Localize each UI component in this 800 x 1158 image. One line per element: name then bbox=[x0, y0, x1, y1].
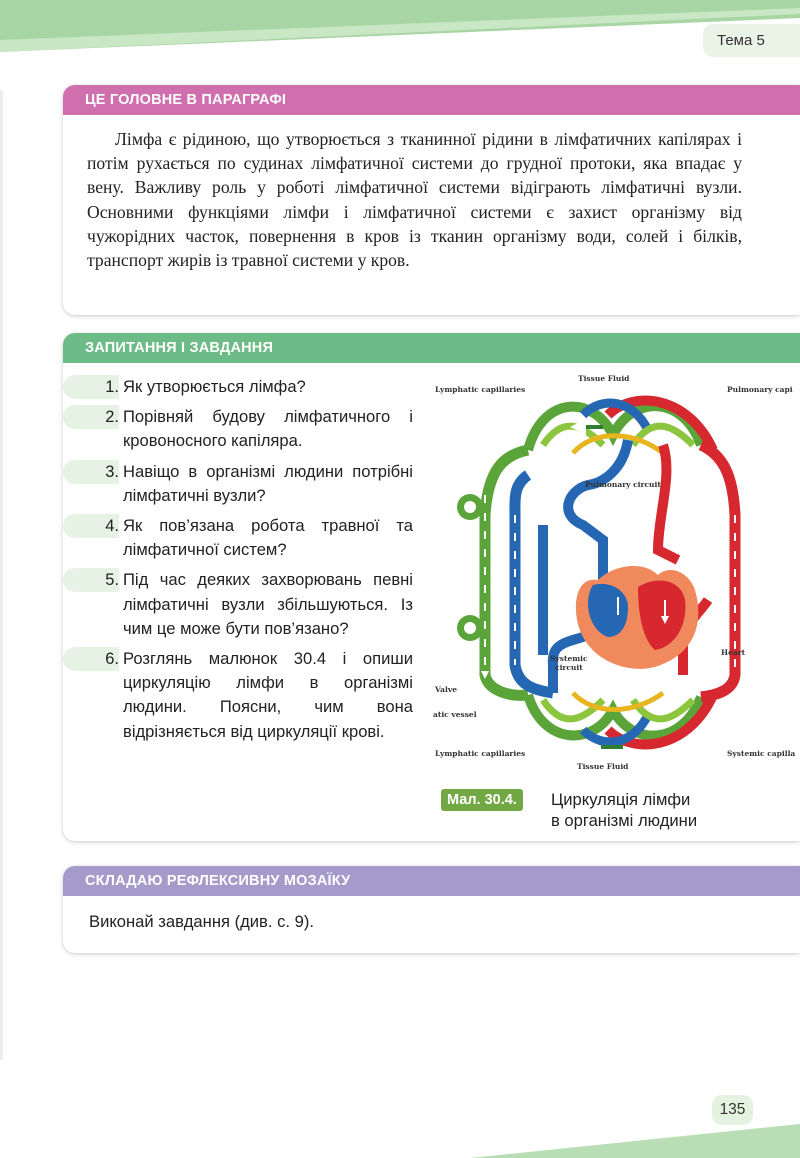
question-text: Розглянь малюнок 30.4 і опиши циркуляцію лімфи в організмі людини. Поясни, чим вона відрізняється від циркуляції крові. bbox=[123, 649, 413, 741]
questions-section bbox=[63, 333, 800, 841]
summary-section bbox=[63, 85, 800, 315]
page-number: 135 bbox=[712, 1095, 753, 1125]
label-valve: Valve bbox=[435, 685, 457, 694]
question-item bbox=[63, 405, 413, 453]
summary-title: ЦЕ ГОЛОВНЕ В ПАРАГРАФІ bbox=[63, 85, 800, 115]
label-tissue-fluid-bottom: Tissue Fluid bbox=[577, 762, 629, 771]
question-item bbox=[63, 568, 413, 641]
label-lymphatic-vessel: atic vessel bbox=[433, 710, 477, 719]
question-text: Порівняй будову лімфатичного і кровоносного капіляра. bbox=[123, 407, 413, 451]
question-number: 3. bbox=[63, 460, 119, 484]
question-number: 4. bbox=[63, 514, 119, 538]
question-number: 2. bbox=[63, 405, 119, 429]
artery-path bbox=[701, 445, 735, 697]
question-number: 6. bbox=[63, 647, 119, 671]
theme-tab: Тема 5 bbox=[703, 24, 800, 57]
systemic-capillary-bed bbox=[528, 693, 713, 744]
label-systemic-capillaries: Systemic capilla bbox=[727, 749, 796, 758]
heart-illustration bbox=[576, 566, 698, 669]
label-systemic-circuit-2: circuit bbox=[555, 663, 583, 672]
pulmonary-capillary-bed bbox=[528, 401, 713, 453]
question-item bbox=[63, 647, 413, 744]
question-item bbox=[63, 375, 413, 399]
label-tissue-fluid-top: Tissue Fluid bbox=[578, 375, 630, 383]
label-lymph-capillaries-top: Lymphatic capillaries bbox=[435, 385, 526, 394]
lymph-node bbox=[457, 494, 483, 641]
question-number: 1. bbox=[63, 375, 119, 399]
label-systemic-circuit-1: Systemic bbox=[550, 654, 588, 663]
question-text: Як пов’язана робота травної та лімфатичної систем? bbox=[123, 516, 413, 560]
bottom-decor-band bbox=[0, 1108, 800, 1158]
figure-caption-text: Циркуляція лімфи в організмі людини bbox=[551, 790, 698, 830]
reflection-title: СКЛАДАЮ РЕФЛЕКСИВНУ МОЗАЇКУ bbox=[63, 866, 800, 896]
question-number: 5. bbox=[63, 568, 119, 592]
question-item bbox=[63, 460, 413, 508]
question-item bbox=[63, 514, 413, 562]
label-pulmonary-capillaries: Pulmonary capi bbox=[727, 385, 793, 394]
summary-text: Лімфа є рідиною, що утворюється з тканинної рідини в лімфатичних капілярах і потім рухається по судинах лімфатичної системи до грудної протоки, яка впадає у вену. Важливу роль у роботі лімфатичної системи відіграють лімфатичні вузли. Основними функціями лімфи і лімфатичної системи є захист організму від чужорідних часток, повернення в кров із тканин організму води, солей і білків, транспорт жирів із травної системи у кров. bbox=[87, 129, 742, 271]
questions-list bbox=[63, 375, 413, 750]
reflection-text: Виконай завдання (див. с. 9). bbox=[89, 912, 314, 931]
figure-number-badge: Мал. 30.4. bbox=[441, 789, 523, 811]
pulmonary-vein-path bbox=[568, 440, 628, 590]
questions-title: ЗАПИТАННЯ І ЗАВДАННЯ bbox=[63, 333, 800, 363]
label-pulmonary-circuit: Pulmonary circuit bbox=[585, 480, 661, 489]
label-lymph-capillaries-bottom: Lymphatic capillaries bbox=[435, 749, 526, 758]
question-text: Навіщо в організмі людини потрібні лімфатичні вузли? bbox=[123, 461, 413, 505]
reflection-section bbox=[63, 866, 800, 953]
question-text: Під час деяких захворювань певні лімфатичні вузли збільшуються. Із чим це може бути пов’язано? bbox=[123, 570, 413, 638]
top-decor-band bbox=[0, 0, 800, 60]
question-text: Як утворюється лімфа? bbox=[123, 377, 306, 396]
label-heart: Heart bbox=[721, 648, 746, 657]
lymph-circulation-diagram bbox=[433, 375, 800, 777]
left-margin-rule bbox=[0, 90, 3, 1060]
